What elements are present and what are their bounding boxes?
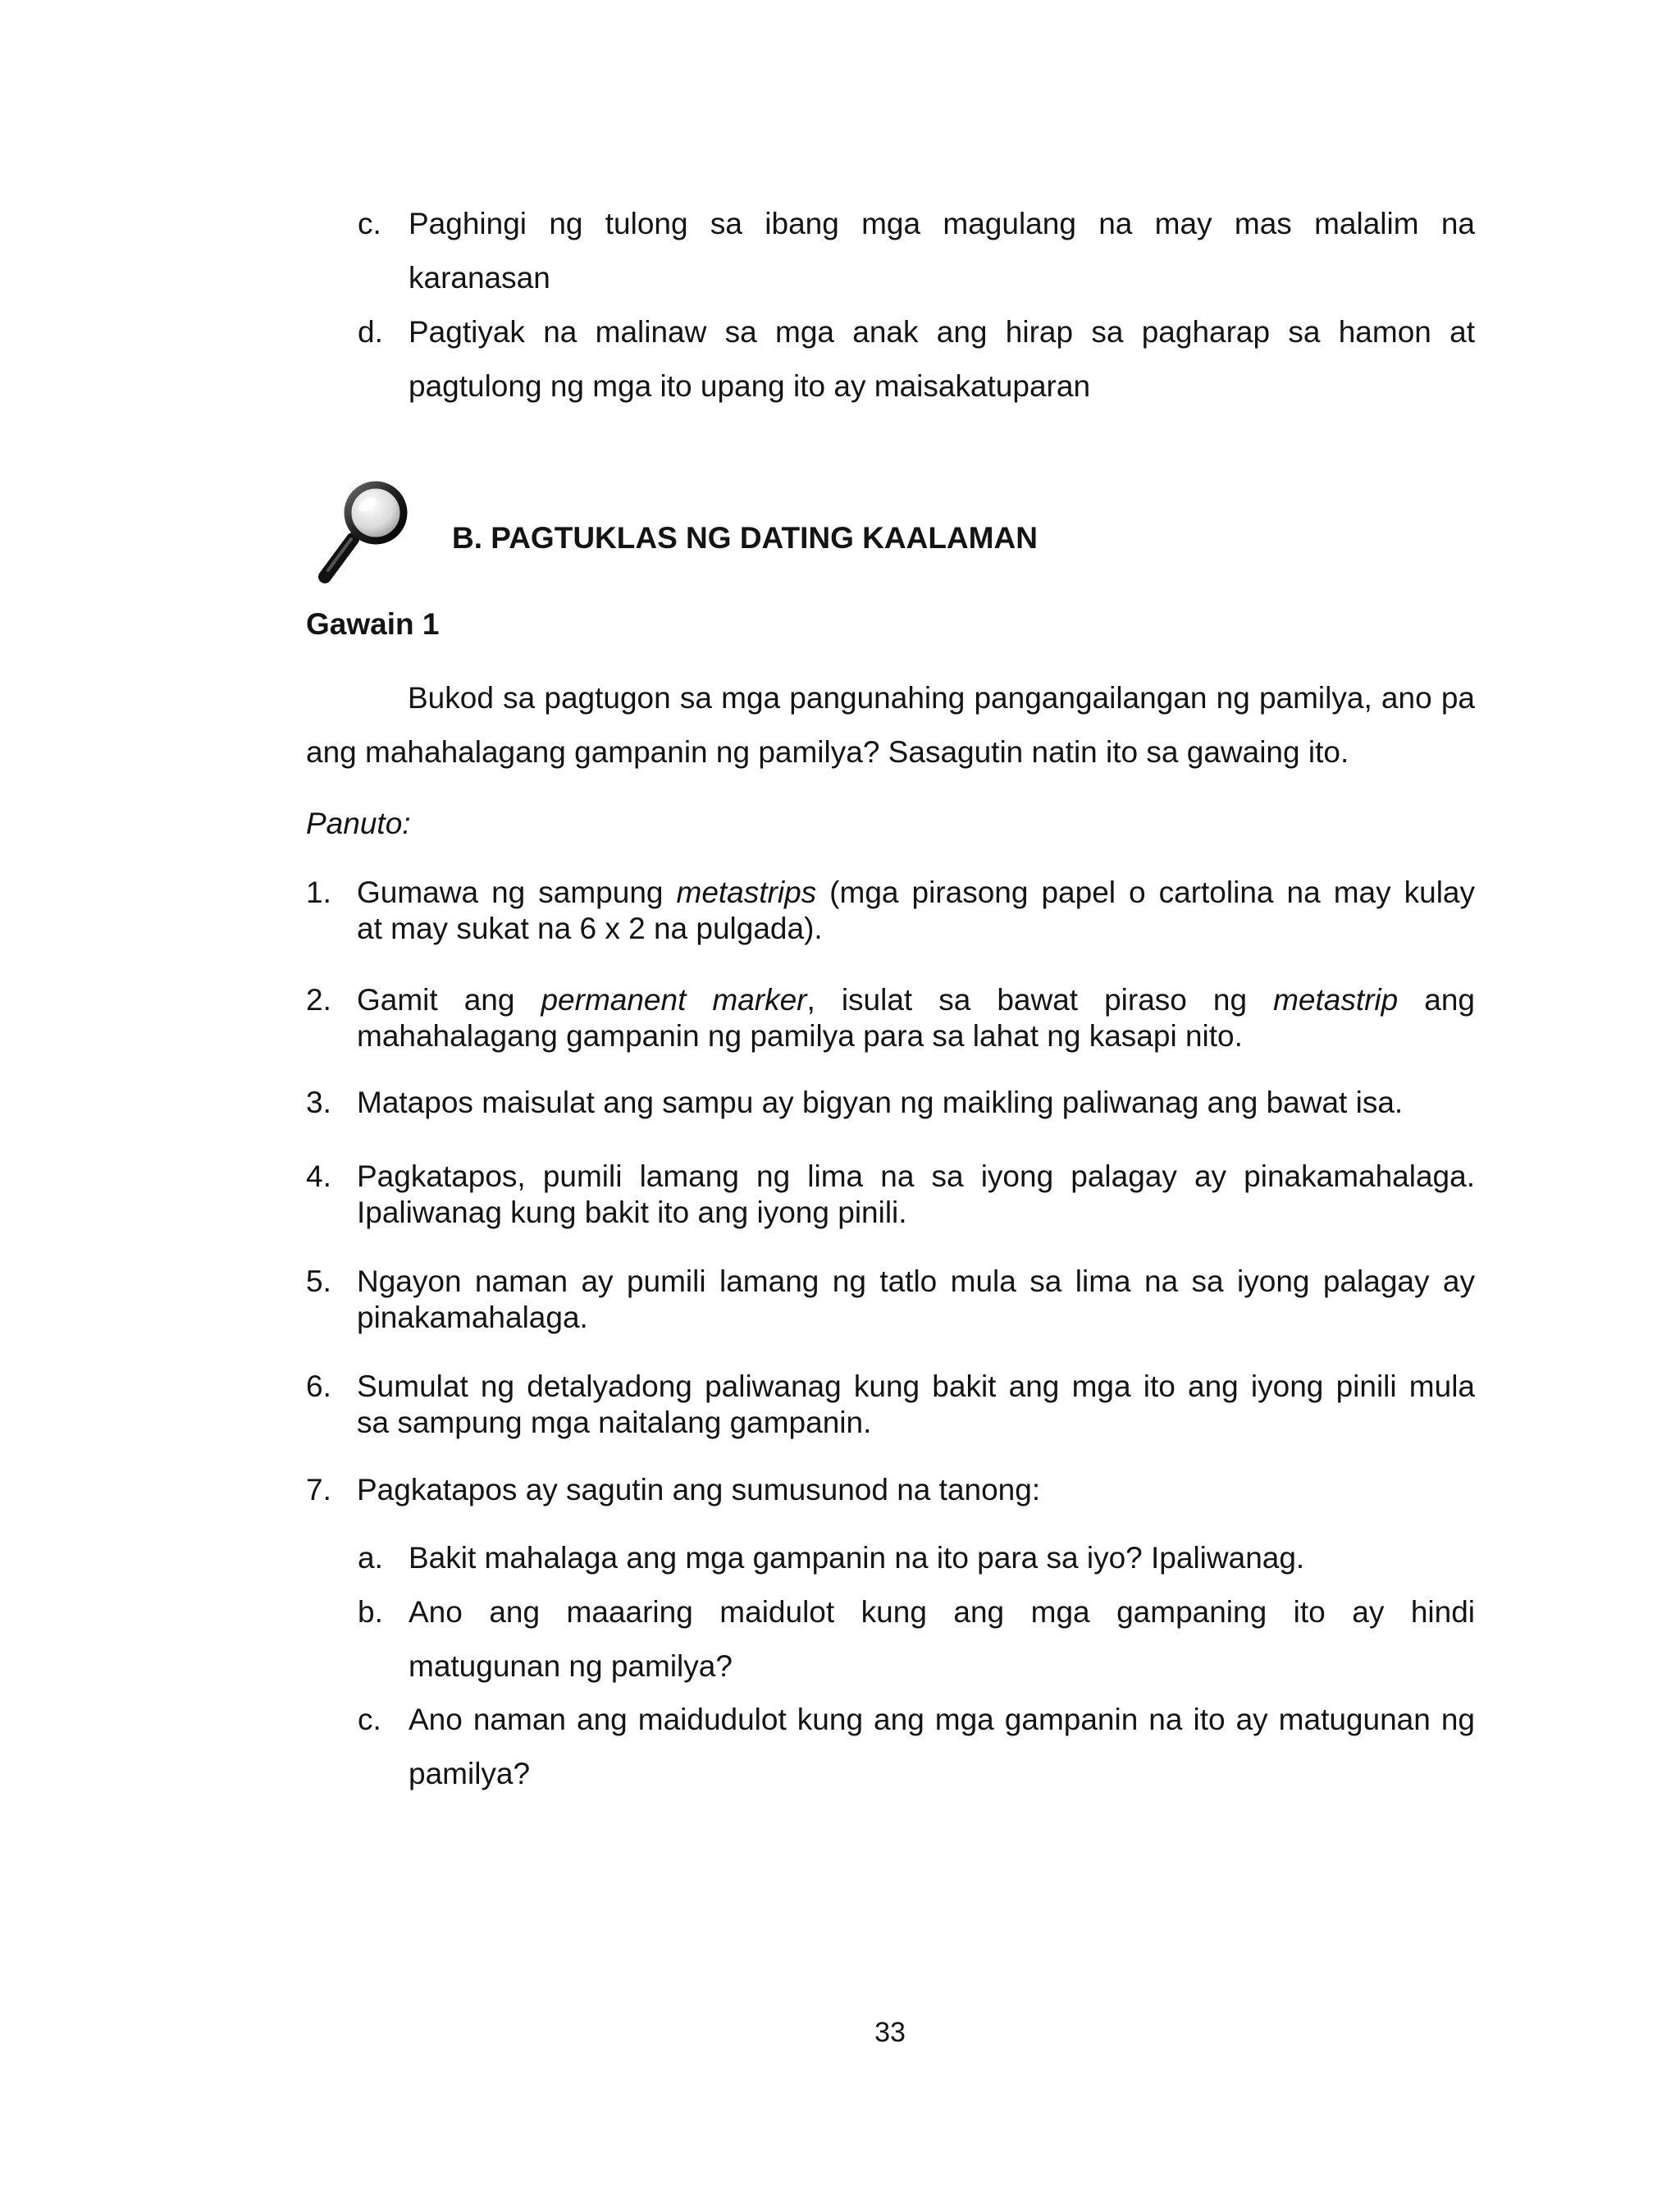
magnifying-glass-icon (312, 480, 418, 587)
step-item (306, 1264, 1475, 1336)
question-item (358, 1693, 1475, 1801)
question-item (358, 1531, 1475, 1585)
step-item (306, 1159, 1475, 1231)
page-number: 33 (874, 2017, 906, 2048)
step-text-line: pinakamahalaga. (357, 1301, 588, 1334)
intro-text: Bukod sa pagtugon sa mga pangunahing pangangailangan ng pamilya, ano pa ang mahahalagang gampanin ng pamilya? Sasagutin natin ito sa gawaing ito. (306, 681, 1475, 769)
step-number: 1. (306, 876, 331, 909)
question-text-line: matugunan ng pamilya? (409, 1649, 733, 1683)
list-label: c. (358, 207, 381, 240)
instructions-label: Panuto: (306, 807, 411, 840)
list-text-line: Paghingi ng tulong sa ibang mga magulang na may mas malalim na (409, 207, 1475, 240)
question-label: a. (358, 1541, 383, 1575)
step-number: 3. (306, 1086, 331, 1119)
step-item (306, 1472, 1475, 1508)
list-text-line: Pagtiyak na malinaw sa mga anak ang hirap sa pagharap sa hamon at (409, 315, 1475, 349)
step-number: 4. (306, 1159, 331, 1193)
step-number: 6. (306, 1369, 331, 1403)
step-text-line: Ngayon naman ay pumili lamang ng tatlo mula sa lima na sa iyong palagay ay (357, 1264, 1475, 1298)
activity-title: Gawain 1 (306, 607, 440, 641)
step-item (306, 982, 1475, 1054)
list-text-line: karanasan (409, 261, 550, 295)
question-label: b. (358, 1595, 383, 1629)
step-number: 7. (306, 1473, 331, 1506)
step-text-line: Sumulat ng detalyadong paliwanag kung bakit ang mga ito ang iyong pinili mula (357, 1369, 1475, 1403)
question-text-line: Bakit mahalaga ang mga gampanin na ito para sa iyo? Ipaliwanag. (409, 1541, 1305, 1575)
step-number: 5. (306, 1264, 331, 1298)
list-item-d (358, 305, 1475, 414)
step-item (306, 1369, 1475, 1441)
step-text-line: mahahalagang gampanin ng pamilya para sa lahat ng kasapi nito. (357, 1019, 1243, 1053)
list-label: d. (358, 315, 383, 349)
step-text-line: Pagkatapos ay sagutin ang sumusunod na tanong: (357, 1473, 1041, 1506)
question-text-line: pamilya? (409, 1757, 531, 1790)
step-item (306, 875, 1475, 947)
question-item (358, 1585, 1475, 1694)
question-text-line: Ano naman ang maidudulot kung ang mga gampanin na ito ay matugunan ng (409, 1703, 1475, 1736)
section-title: B. PAGTUKLAS NG DATING KAALAMAN (452, 521, 1038, 555)
step-item (306, 1085, 1475, 1121)
list-item-c (358, 197, 1475, 305)
step-text-line: Matapos maisulat ang sampu ay bigyan ng maikling paliwanag ang bawat isa. (357, 1086, 1404, 1119)
step-text-line: Pagkatapos, pumili lamang ng lima na sa iyong palagay ay pinakamahalaga. (357, 1159, 1475, 1193)
step-text-line: Gumawa ng sampung metastrips (mga pirasong papel o cartolina na may kulay (357, 876, 1475, 909)
step-text-line: Gamit ang permanent marker, isulat sa bawat piraso ng metastrip ang (357, 983, 1475, 1017)
intro-paragraph (306, 671, 1475, 780)
step-text-line: at may sukat na 6 x 2 na pulgada). (357, 912, 823, 945)
step-text-line: Ipaliwanag kung bakit ito ang iyong pinili. (357, 1196, 907, 1229)
step-text-line: sa sampung mga naitalang gampanin. (357, 1406, 872, 1439)
question-label: c. (358, 1703, 381, 1736)
question-text-line: Ano ang maaaring maidulot kung ang mga gampaning ito ay hindi (409, 1595, 1475, 1629)
list-text-line: pagtulong ng mga ito upang ito ay maisakatuparan (409, 369, 1091, 403)
step-number: 2. (306, 983, 331, 1017)
